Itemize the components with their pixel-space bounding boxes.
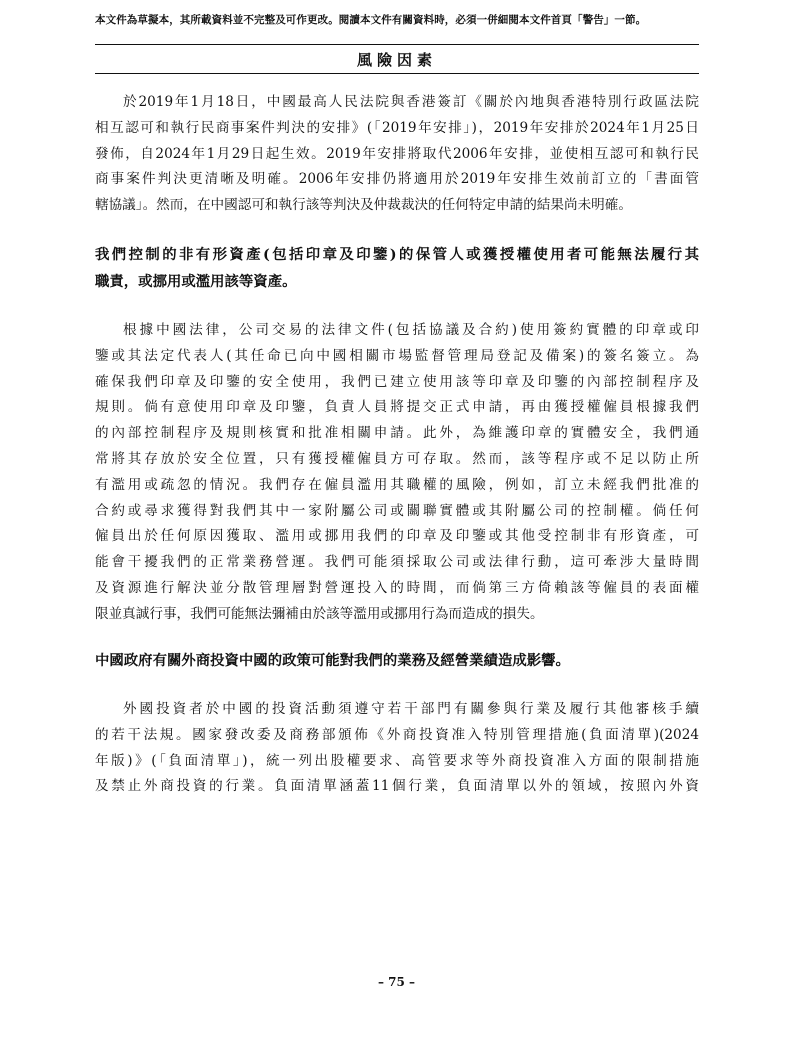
paragraph-line: 發佈，自2024年1月29日起生效。2019年安排將取代2006年安排，並使相互認可和執行民 (95, 145, 699, 162)
paragraph-line: 年版)》(「負面清單」)，統一列出股權要求、高管要求等外商投資准入方面的限制措施 (95, 752, 699, 769)
paragraph-line: 外國投資者於中國的投資活動須遵守若干部門有關參與行業及履行其他審核手續 (123, 701, 699, 717)
paragraph-line: 確保我們印章及印鑒的安全使用，我們已建立使用該等印章及印鑒的內部控制程序及 (95, 373, 699, 390)
section-title: 風險因素 (356, 51, 437, 69)
heading-line: 中國政府有關外商投資中國的政策可能對我們的業務及經營業績造成影響。 (95, 652, 570, 669)
paragraph-line: 常將其存放於安全位置，只有獲授權僱員方可存取。然而，該等程序或不足以防止所 (95, 450, 699, 467)
paragraph-seals-chops (95, 318, 699, 628)
header-rule-bottom (95, 73, 699, 74)
heading-line: 職責，或挪用或濫用該等資產。 (95, 273, 297, 290)
paragraph-line: 規則。倘有意使用印章及印鑒，負責人員將提交正式申請，再由獲授權僱員根據我們 (95, 399, 699, 416)
paragraph-line: 商事案件判決更清晰及明確。2006年安排仍將適用於2019年安排生效前訂立的「書面管 (95, 171, 699, 188)
paragraph-line: 於2019年1月18日，中國最高人民法院與香港簽訂《關於內地與香港特別行政區法院 (123, 94, 699, 110)
paragraph-line: 及資源進行解決並分散管理層對營運投入的時間，而倘第三方倚賴該等僱員的表面權 (95, 579, 699, 596)
paragraph-line: 能會干擾我們的正常業務營運。我們可能須採取公司或法律行動，這可牽涉大量時間 (95, 554, 699, 571)
paragraph-line: 僱員出於任何原因獲取、濫用或挪用我們的印章及印鑒或其他受控制非有形資產，可 (95, 528, 699, 545)
paragraph-line: 的若干法規。國家發改委及商務部頒佈《外商投資准入特別管理措施(負面清單)(2024 (95, 726, 699, 743)
paragraph-line: 鑒或其法定代表人(其任命已向中國相關市場監督管理局登記及備案)的簽名簽立。為 (95, 347, 699, 364)
paragraph-line: 的內部控制程序及規則核實和批准相關申請。此外，為維護印章的實體安全，我們通 (95, 425, 699, 442)
paragraph-2019-arrangement (95, 90, 699, 219)
draft-warning-notice: 本文件為草擬本，其所載資料並不完整及可作更改。閱讀本文件有關資料時，必須一併細閱本文件首頁「警告」一節。 (95, 14, 647, 26)
paragraph-line: 相互認可和執行民商事案件判決的安排》(「2019年安排」)，2019年安排於2024年1月25日 (95, 119, 699, 136)
risk-heading-foreign-investment (95, 647, 699, 674)
paragraph-line: 及禁止外商投資的行業。負面清單涵蓋11個行業，負面清單以外的領域，按照內外資 (95, 778, 699, 795)
paragraph-line: 有濫用或疏忽的情況。我們存在僱員濫用其職權的風險，例如，訂立未經我們批准的 (95, 476, 699, 493)
paragraph-line: 根據中國法律，公司交易的法律文件(包括協議及合約)使用簽約實體的印章或印 (123, 322, 699, 338)
header-rule-top (95, 44, 699, 45)
paragraph-line: 限並真誠行事，我們可能無法彌補由於該等濫用或挪用行為而造成的損失。 (95, 605, 544, 622)
paragraph-line: 合約或尋求獲得對我們其中一家附屬公司或關聯實體或其附屬公司的控制權。倘任何 (95, 502, 699, 519)
paragraph-foreign-investment (95, 697, 699, 800)
paragraph-line: 轄協議」。然而，在中國認可和執行該等判決及仲裁裁決的任何特定申請的結果尚未明確。 (95, 197, 632, 214)
heading-line: 我們控制的非有形資產(包括印章及印鑒)的保管人或獲授權使用者可能無法履行其 (95, 246, 699, 263)
risk-heading-seals-chops (95, 241, 699, 295)
page-number: – 75 – (377, 975, 416, 989)
